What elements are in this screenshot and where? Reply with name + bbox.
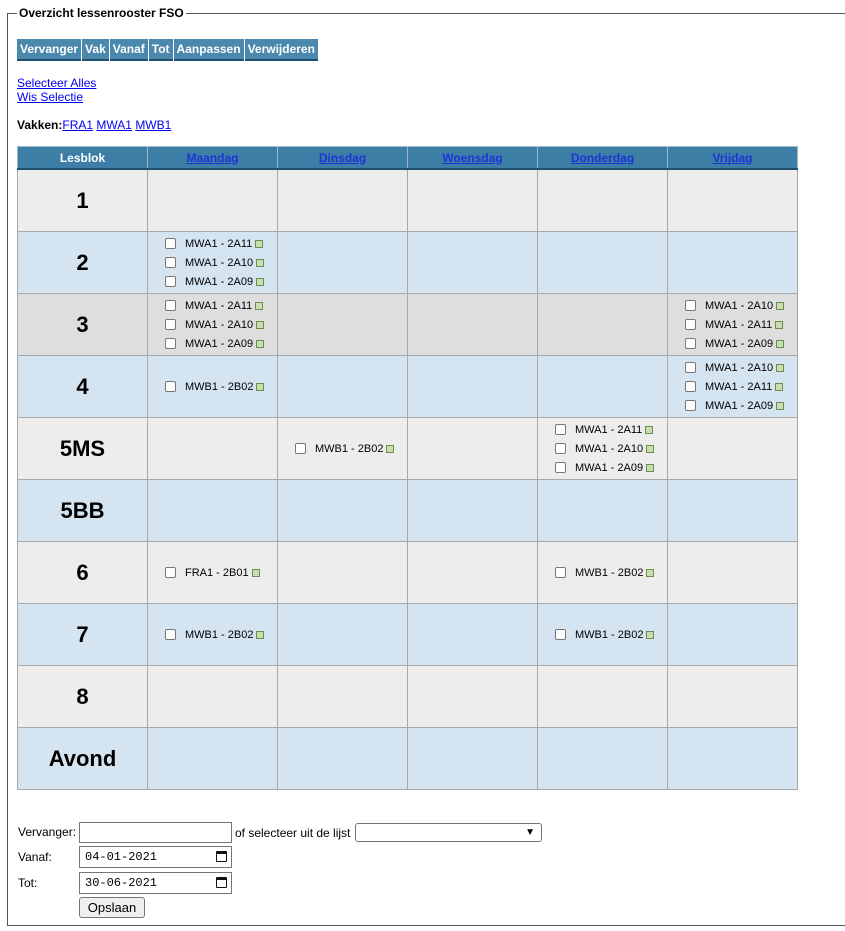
day-header-dinsdag [278, 147, 408, 170]
schedule-cell [408, 356, 538, 418]
schedule-cell [668, 418, 798, 480]
lesson-checkbox[interactable] [555, 462, 566, 473]
day-sort-link[interactable]: Vrijdag [712, 150, 753, 165]
note-icon[interactable] [776, 402, 784, 410]
vanaf-date-value: 04-01-2021 [85, 850, 158, 864]
schedule-row [18, 356, 798, 418]
schedule-cell [538, 418, 668, 480]
day-sort-link[interactable]: Dinsdag [318, 150, 367, 165]
lesson-label: MWA1 - 2A09 [185, 337, 254, 350]
lesblok-cell: 3 [18, 294, 148, 356]
schedule-cell [408, 542, 538, 604]
schedule-cell [278, 542, 408, 604]
lesson-label: MWA1 - 2A10 [705, 361, 774, 374]
lesson-label: MWA1 - 2A11 [185, 299, 253, 312]
schedule-cell [278, 418, 408, 480]
lesblok-cell: 5MS [18, 418, 148, 480]
schedule-cell [148, 728, 278, 790]
lesson-checkbox[interactable] [685, 319, 696, 330]
lesson-checkbox[interactable] [165, 238, 176, 249]
note-icon[interactable] [386, 445, 394, 453]
page-title: Overzicht lessenrooster FSO [19, 6, 184, 20]
lesson-checkbox[interactable] [685, 338, 696, 349]
schedule-cell [408, 294, 538, 356]
vanaf-date-input[interactable] [79, 846, 232, 868]
lesson-label: MWA1 - 2A10 [575, 442, 644, 455]
schedule-row [18, 728, 798, 790]
select-label: of selecteer uit de lijst [235, 826, 351, 840]
lesson-checkbox[interactable] [165, 629, 176, 640]
schedule-cell [408, 480, 538, 542]
vak-link-mwa1[interactable]: MWA1 [96, 118, 132, 132]
lesson-entry [668, 396, 797, 415]
chevron-down-icon: ▼ [525, 827, 535, 838]
schedule-cell [538, 542, 668, 604]
lesblok-cell: 8 [18, 666, 148, 728]
lesson-entry [148, 625, 277, 644]
schedule-cell [408, 418, 538, 480]
schedule-cell [668, 604, 798, 666]
schedule-cell [668, 294, 798, 356]
lesson-entry [148, 315, 277, 334]
schedule-cell [538, 480, 668, 542]
note-icon[interactable] [646, 631, 654, 639]
lesson-checkbox[interactable] [165, 300, 176, 311]
save-button[interactable]: Opslaan [79, 897, 145, 918]
lesblok-cell: 7 [18, 604, 148, 666]
note-icon[interactable] [775, 321, 783, 329]
lesson-label: MWA1 - 2A09 [705, 399, 774, 412]
note-icon[interactable] [256, 321, 264, 329]
schedule-cell [148, 356, 278, 418]
select-all-link[interactable]: Selecteer Alles [17, 76, 97, 90]
lesblok-cell: 2 [18, 232, 148, 294]
note-icon[interactable] [255, 302, 263, 310]
lesson-checkbox[interactable] [165, 257, 176, 268]
lesson-entry [538, 625, 667, 644]
lesson-checkbox[interactable] [165, 338, 176, 349]
schedule-row [18, 542, 798, 604]
note-icon[interactable] [776, 302, 784, 310]
lesson-label: MWA1 - 2A11 [185, 237, 253, 250]
table-header-row [18, 147, 798, 170]
schedule-cell [408, 728, 538, 790]
lesblok-cell: 1 [18, 169, 148, 232]
day-sort-link[interactable]: Donderdag [570, 150, 635, 165]
schedule-cell [668, 480, 798, 542]
lesson-label: MWA1 - 2A09 [575, 461, 644, 474]
note-icon[interactable] [255, 240, 263, 248]
schedule-cell [278, 666, 408, 728]
schedule-row [18, 418, 798, 480]
aanpassen-button[interactable]: Aanpassen [174, 39, 244, 61]
schedule-cell [278, 294, 408, 356]
schedule-cell [668, 356, 798, 418]
schedule-cell [148, 542, 278, 604]
lesson-entry [148, 253, 277, 272]
note-icon[interactable] [256, 278, 264, 286]
vak-link-fra1[interactable]: FRA1 [62, 118, 94, 132]
schedule-cell [538, 728, 668, 790]
schedule-cell [538, 666, 668, 728]
schedule-cell [408, 666, 538, 728]
vakken-label: Vakken: [17, 118, 63, 132]
lesson-entry [668, 358, 797, 377]
vak-button[interactable]: Vak [82, 39, 109, 61]
day-header-maandag [148, 147, 278, 170]
schedule-cell [278, 169, 408, 232]
lesson-label: MWB1 - 2B02 [315, 442, 384, 455]
lesson-entry [148, 272, 277, 291]
schedule-cell [668, 169, 798, 232]
note-icon[interactable] [646, 569, 654, 577]
note-icon[interactable] [256, 383, 264, 391]
lesson-entry [148, 296, 277, 315]
lesblok-cell: 5BB [18, 480, 148, 542]
lesson-checkbox[interactable] [165, 567, 176, 578]
lesson-label: MWA1 - 2A09 [705, 337, 774, 350]
lesson-entry [668, 315, 797, 334]
lesson-label: FRA1 - 2B01 [185, 566, 249, 579]
lesson-checkbox[interactable] [165, 276, 176, 287]
day-header-vrijdag [668, 147, 798, 170]
schedule-row [18, 232, 798, 294]
lesson-checkbox[interactable] [685, 381, 696, 392]
note-icon[interactable] [645, 426, 653, 434]
vanaf-label: Vanaf: [18, 850, 52, 864]
tot-button[interactable]: Tot [149, 39, 173, 61]
schedule-cell [538, 604, 668, 666]
schedule-cell [278, 604, 408, 666]
lesson-label: MWA1 - 2A11 [705, 318, 773, 331]
note-icon[interactable] [256, 340, 264, 348]
day-header-donderdag [538, 147, 668, 170]
note-icon[interactable] [256, 259, 264, 267]
schedule-cell [148, 604, 278, 666]
calendar-icon[interactable] [216, 877, 227, 888]
schedule-row [18, 294, 798, 356]
schedule-cell [668, 728, 798, 790]
lesson-entry [538, 458, 667, 477]
tot-date-input[interactable] [79, 872, 232, 894]
lesson-checkbox[interactable] [685, 362, 696, 373]
schedule-cell [538, 169, 668, 232]
schedule-cell [148, 169, 278, 232]
lesson-entry [278, 439, 407, 458]
vak-link-mwb1[interactable]: MWB1 [135, 118, 172, 132]
schedule-cell [668, 666, 798, 728]
schedule-cell [278, 480, 408, 542]
note-icon[interactable] [646, 464, 654, 472]
lesson-checkbox[interactable] [555, 567, 566, 578]
note-icon[interactable] [252, 569, 260, 577]
lesson-checkbox[interactable] [165, 319, 176, 330]
vervanger-button[interactable]: Vervanger [17, 39, 81, 61]
lesson-checkbox[interactable] [555, 443, 566, 454]
schedule-cell [668, 542, 798, 604]
calendar-icon[interactable] [216, 851, 227, 862]
lesson-entry [668, 296, 797, 315]
schedule-cell [408, 604, 538, 666]
lesson-checkbox[interactable] [555, 629, 566, 640]
vervanger-select[interactable] [355, 823, 542, 842]
note-icon[interactable] [256, 631, 264, 639]
lesson-entry [148, 377, 277, 396]
day-header-woensdag [408, 147, 538, 170]
schedule-row [18, 169, 798, 232]
lesson-label: MWA1 - 2A11 [575, 423, 643, 436]
schedule-row [18, 666, 798, 728]
selection-links [17, 76, 96, 104]
schedule-cell [148, 480, 278, 542]
note-icon[interactable] [646, 445, 654, 453]
lesson-label: MWA1 - 2A10 [705, 299, 774, 312]
verwijderen-button[interactable]: Verwijderen [245, 39, 318, 61]
schedule-cell [668, 232, 798, 294]
lesson-checkbox[interactable] [555, 424, 566, 435]
day-sort-link[interactable]: Maandag [186, 150, 239, 165]
day-sort-link[interactable]: Woensdag [442, 150, 503, 165]
tot-date-value: 30-06-2021 [85, 876, 158, 890]
schedule-row [18, 480, 798, 542]
lesson-entry [148, 334, 277, 353]
schedule-cell [408, 169, 538, 232]
lesson-entry [668, 334, 797, 353]
lesson-entry [148, 563, 277, 582]
lesblok-cell: 4 [18, 356, 148, 418]
lesson-label: MWB1 - 2B02 [185, 628, 254, 641]
lesson-entry [148, 234, 277, 253]
schedule-cell [538, 294, 668, 356]
column-toolbar [17, 39, 318, 61]
lesblok-cell: 6 [18, 542, 148, 604]
schedule-cell [278, 356, 408, 418]
schedule-cell [278, 728, 408, 790]
lesson-label: MWA1 - 2A09 [185, 275, 254, 288]
lesson-entry [538, 563, 667, 582]
lesblok-header: Lesblok [18, 147, 148, 170]
schedule-cell [148, 666, 278, 728]
vervanger-input[interactable] [79, 822, 232, 843]
schedule-cell [408, 232, 538, 294]
lesson-label: MWA1 - 2A10 [185, 256, 254, 269]
lesson-entry [538, 439, 667, 458]
schedule-table [17, 146, 798, 790]
schedule-cell [278, 232, 408, 294]
lesson-checkbox[interactable] [685, 300, 696, 311]
tot-label: Tot: [18, 876, 38, 890]
note-icon[interactable] [776, 340, 784, 348]
note-icon[interactable] [775, 383, 783, 391]
schedule-cell [148, 232, 278, 294]
lesson-checkbox[interactable] [685, 400, 696, 411]
note-icon[interactable] [776, 364, 784, 372]
lesson-label: MWB1 - 2B02 [575, 566, 644, 579]
lesson-entry [668, 377, 797, 396]
lesson-checkbox[interactable] [295, 443, 306, 454]
lesson-label: MWA1 - 2A11 [705, 380, 773, 393]
schedule-row [18, 604, 798, 666]
lesson-label: MWB1 - 2B02 [575, 628, 644, 641]
vakken-filter [17, 118, 171, 132]
vervanger-label: Vervanger: [18, 825, 77, 839]
schedule-cell [538, 232, 668, 294]
lesblok-cell: Avond [18, 728, 148, 790]
schedule-cell [538, 356, 668, 418]
clear-selection-link[interactable]: Wis Selectie [17, 90, 84, 104]
lesson-entry [538, 420, 667, 439]
lesson-checkbox[interactable] [165, 381, 176, 392]
schedule-cell [148, 294, 278, 356]
vanaf-button[interactable]: Vanaf [110, 39, 148, 61]
lesson-label: MWA1 - 2A10 [185, 318, 254, 331]
schedule-cell [148, 418, 278, 480]
lesson-label: MWB1 - 2B02 [185, 380, 254, 393]
